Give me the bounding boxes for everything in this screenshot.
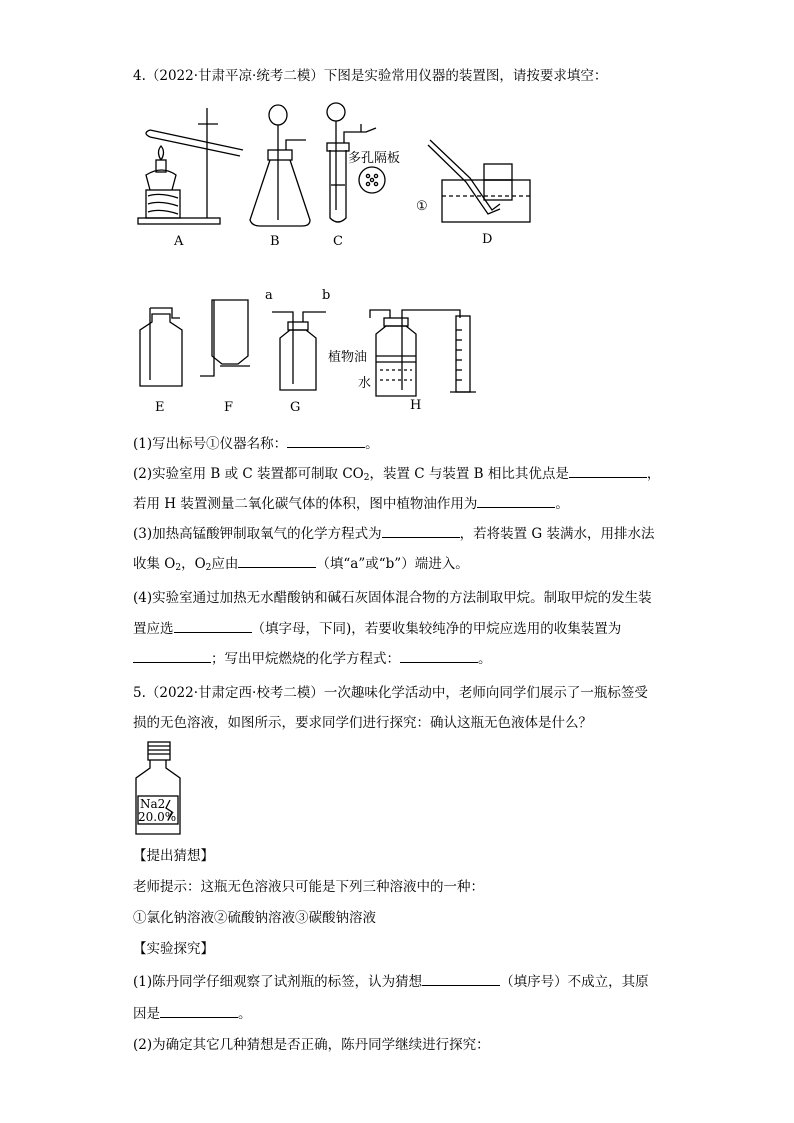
label-veg-oil: 植物油: [328, 350, 368, 365]
q5-e2: (2)为确定其它几种猜想是否正确，陈丹同学继续进行探究：: [133, 1037, 490, 1053]
q5-e1-cont: 因是 。: [133, 1003, 252, 1024]
answer-blank[interactable]: [174, 618, 252, 633]
apparatus-a: [138, 108, 243, 224]
q5-options: ①氯化钠溶液②硫酸钠溶液③碳酸钠溶液: [133, 910, 376, 926]
label-h: H: [410, 398, 422, 413]
q4-p1: (1)写出标号①仪器名称： 。: [133, 433, 379, 454]
apparatus-g: [272, 312, 326, 390]
label-porous-plate: 多孔隔板: [348, 151, 401, 166]
q5-header: 5.（2022·甘肃定西·校考二模）一次趣味化学活动中，老师向同学们展示了一瓶标签受: [133, 685, 648, 701]
bottle-label-2: 20.0%: [138, 810, 177, 824]
q4-p4-cont2: ；写出甲烷燃烧的化学方程式： 。: [133, 648, 492, 669]
label-e: E: [155, 400, 165, 415]
answer-blank[interactable]: [287, 433, 365, 448]
q4-p4-cont: 置应选 （填字母，下同)，若要收集较纯净的甲烷应选用的收集装置为: [133, 618, 621, 639]
q5-hyp-title: 【提出猜想】: [133, 848, 214, 864]
q5-hint: 老师提示：这瓶无色溶液只可能是下列三种溶液中的一种：: [133, 879, 484, 895]
label-a-end: a: [265, 288, 273, 303]
q4-p3: (3)加热高锰酸钾制取氧气的化学方程式为 ，若将装置 G 装满水，用排水法: [133, 523, 655, 544]
answer-blank[interactable]: [400, 648, 478, 663]
apparatus-e: [140, 308, 182, 386]
q4-p4: (4)实验室通过加热无水醋酸钠和碱石灰固体混合物的方法制取甲烷。制取甲烷的发生装: [133, 590, 652, 606]
answer-blank[interactable]: [422, 971, 500, 986]
answer-blank[interactable]: [477, 493, 555, 508]
answer-blank[interactable]: [238, 553, 316, 568]
answer-blank[interactable]: [382, 523, 460, 538]
label-g: G: [290, 400, 301, 415]
q4-p2-cont: 若用 H 装置测量二氧化碳气体的体积，图中植物油作用为 。: [133, 493, 569, 514]
label-water: 水: [358, 376, 372, 391]
apparatus-b: [250, 105, 310, 226]
apparatus-h: [370, 310, 476, 396]
q5-exp-title: 【实验探究】: [133, 941, 214, 957]
q5-e1: (1)陈丹同学仔细观察了试剂瓶的标签，认为猜想 （填序号）不成立，其原: [133, 971, 649, 992]
q5-header-cont: 损的无色溶液，如图所示，要求同学们进行探究：确认这瓶无色液体是什么？: [133, 715, 592, 731]
q4-header: 4.（2022·甘肃平凉·统考二模）下图是实验常用仪器的装置图，请按要求填空：: [133, 68, 608, 84]
label-f: F: [224, 400, 234, 415]
answer-blank[interactable]: [569, 463, 647, 478]
label-b-end: b: [322, 288, 331, 303]
apparatus-f: [200, 300, 250, 376]
label-a: A: [174, 234, 184, 249]
q4-p3-cont: 收集 $O_2$，$O_2$应由 （填“a”或“b”）端进入。: [133, 553, 469, 578]
answer-blank[interactable]: [133, 648, 211, 663]
answer-blank[interactable]: [160, 1003, 238, 1018]
bottle-label-1: Na2: [140, 797, 166, 811]
label-d: D: [482, 232, 493, 247]
label-c: C: [333, 234, 343, 249]
label-circle-one: ①: [416, 199, 428, 214]
q4-p2: (2)实验室用 B 或 C 装置都可制取 $CO_2$，装置 C 与装置 B 相比其优点是 ，: [133, 463, 660, 488]
apparatus-d: [428, 140, 530, 222]
label-b: B: [270, 234, 280, 249]
